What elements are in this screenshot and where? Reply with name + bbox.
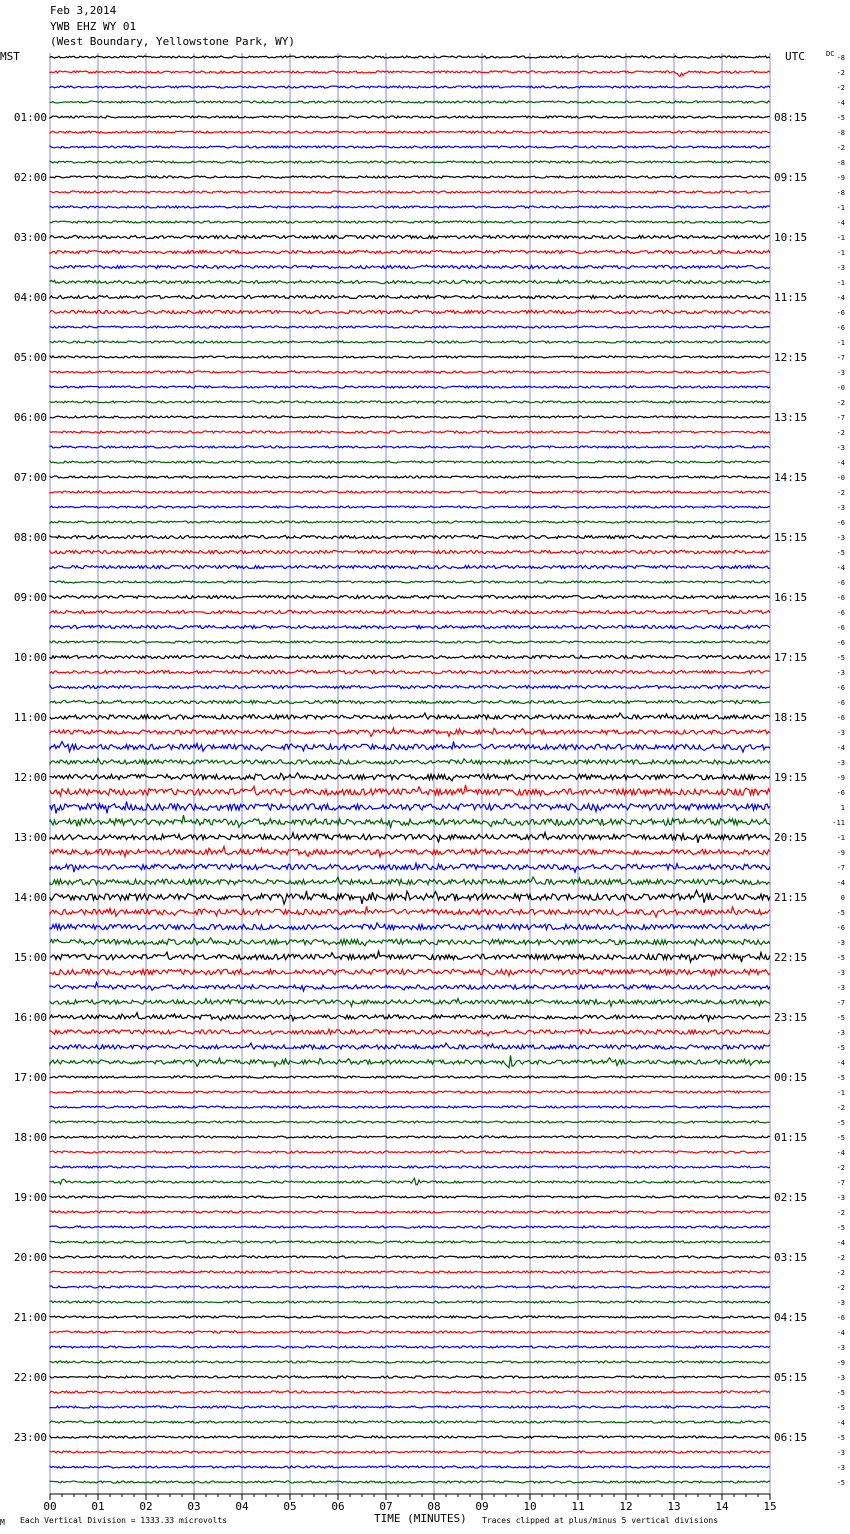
seismic-trace [50,728,770,736]
dc-offset-label: -4 [836,99,845,107]
dc-offset-label: -2 [836,489,845,497]
seismic-trace [50,371,770,373]
dc-offset-label: -3 [836,369,845,377]
dc-offset-label: -3 [836,504,845,512]
dc-offset-label: -4 [836,294,845,302]
seismic-trace [50,1361,770,1363]
seismic-trace [50,802,770,814]
seismic-trace [50,250,770,253]
x-tick-label: 14 [715,1500,729,1513]
seismic-trace [50,1043,770,1049]
dc-offset-label: -9 [836,1359,845,1367]
dc-offset-label: -4 [836,744,845,752]
seismic-trace [50,221,770,223]
utc-hour-label: 01:15 [774,1131,808,1144]
dc-offset-label: -5 [836,654,845,662]
dc-offset-label: -5 [836,1119,845,1127]
utc-hour-label: 02:15 [774,1191,808,1204]
seismic-trace [50,431,770,433]
dc-offset-label: -3 [836,984,845,992]
seismic-trace [50,176,770,178]
x-tick-label: 08 [427,1500,441,1513]
seismic-trace [50,1331,770,1333]
dc-offset-label: -0 [836,474,845,482]
seismic-trace [50,476,770,478]
seismic-trace [50,1211,770,1213]
x-tick-label: 07 [379,1500,393,1513]
dc-offset-label: -5 [836,1014,845,1022]
header-location: (West Boundary, Yellowstone Park, WY) [50,35,296,48]
seismic-trace [50,1421,770,1423]
x-axis-label: TIME (MINUTES) [374,1512,467,1525]
dc-offset-label: -1 [836,279,845,287]
dc-offset-label: -5 [836,909,845,917]
mst-hour-label: 17:00 [13,1071,47,1084]
seismic-trace [50,1151,770,1153]
seismic-trace [50,86,770,88]
utc-hour-label: 21:15 [774,891,808,904]
dc-offset-label: -2 [836,69,845,77]
seismic-trace [50,610,770,613]
dc-offset-label: -3 [836,669,845,677]
seismic-trace [50,1376,770,1378]
utc-hour-label: 19:15 [774,771,808,784]
dc-offset-label: -2 [836,1269,845,1277]
mst-hour-label: 08:00 [13,531,47,544]
dc-offset-label: -6 [836,624,845,632]
utc-hour-label: 18:15 [774,711,808,724]
seismic-trace [50,1466,770,1468]
dc-offset-label: -1 [836,204,845,212]
dc-offset-label: -4 [836,879,845,887]
seismic-trace [50,416,770,418]
seismic-trace [50,832,770,842]
utc-hour-label: 15:15 [774,531,808,544]
seismic-trace [50,326,770,328]
seismic-trace [50,506,770,508]
mst-hour-label: 10:00 [13,651,47,664]
dc-offset-label: -5 [836,1134,845,1142]
dc-offset-label: -6 [836,924,845,932]
mst-hour-label: 09:00 [13,591,47,604]
utc-hour-label: 09:15 [774,171,808,184]
dc-offset-label: -8 [836,189,845,197]
utc-hour-label: 13:15 [774,411,808,424]
mst-hour-label: 16:00 [13,1011,47,1024]
seismic-trace [50,641,770,643]
dc-offset-label: -3 [836,1344,845,1352]
mst-hour-label: 22:00 [13,1371,47,1384]
dc-offset-label: -2 [836,144,845,152]
dc-offset-label: -3 [836,1194,845,1202]
seismic-trace [50,1106,770,1108]
seismic-trace [50,206,770,208]
mst-hour-label: 02:00 [13,171,47,184]
x-tick-label: 10 [523,1500,537,1513]
seismic-trace [50,846,770,856]
seismic-trace [50,1091,770,1093]
mst-hour-label: 06:00 [13,411,47,424]
dc-offset-label: -8 [836,54,845,62]
utc-hour-label: 00:15 [774,1071,808,1084]
dc-offset-label: -4 [836,564,845,572]
seismic-trace [50,1013,770,1021]
dc-offset-label: -3 [836,969,845,977]
dc-offset-label: -3 [836,1464,845,1472]
dc-offset-label: -3 [836,264,845,272]
seismic-trace [50,491,770,493]
seismic-trace [50,1196,770,1198]
dc-offset-label: -4 [836,219,845,227]
seismic-trace [50,785,770,796]
mst-hour-label: 19:00 [13,1191,47,1204]
dc-offset-label: -4 [836,1239,845,1247]
dc-offset-label: -6 [836,594,845,602]
x-tick-label: 12 [619,1500,633,1513]
dc-header-label: DC [826,50,835,58]
seismic-trace [50,713,770,719]
seismic-trace [50,265,770,268]
seismic-trace [50,550,770,553]
mst-hour-label: 15:00 [13,951,47,964]
seismic-trace [50,670,770,673]
dc-offset-label: -5 [836,1044,845,1052]
seismic-trace [50,116,770,118]
x-tick-label: 04 [235,1500,249,1513]
dc-offset-label: -3 [836,759,845,767]
utc-hour-label: 20:15 [774,831,808,844]
dc-offset-label: 1 [840,804,845,812]
dc-offset-label: -3 [836,534,845,542]
dc-offset-label: -2 [836,429,845,437]
seismic-trace [50,685,770,688]
seismic-trace [50,1451,770,1453]
dc-offset-label: -6 [836,324,845,332]
seismic-trace [50,191,770,193]
dc-offset-label: -2 [836,1284,845,1292]
seismic-trace [50,815,770,828]
mst-hour-label: 14:00 [13,891,47,904]
seismic-trace [50,938,770,946]
x-tick-label: 00 [43,1500,57,1513]
seismic-trace [50,1166,770,1168]
seismic-trace [50,1481,770,1483]
seismic-trace [50,461,770,463]
dc-offset-label: -3 [836,939,845,947]
dc-offset-label: -3 [836,1374,845,1382]
dc-offset-label: -4 [836,1329,845,1337]
dc-offset-label: -5 [836,1434,845,1442]
seismic-trace [50,310,770,313]
x-tick-label: 01 [91,1500,105,1513]
dc-offset-label: -5 [836,1224,845,1232]
header-date: Feb 3,2014 [50,4,117,17]
dc-offset-label: -6 [836,609,845,617]
dc-offset-label: -5 [836,114,845,122]
dc-offset-label: -3 [836,729,845,737]
x-tick-label: 09 [475,1500,489,1513]
utc-hour-label: 12:15 [774,351,808,364]
dc-offset-label: -1 [836,339,845,347]
seismic-trace [50,1406,770,1408]
seismic-trace [50,1055,770,1067]
dc-offset-label: -7 [836,414,845,422]
mst-hour-label: 18:00 [13,1131,47,1144]
dc-offset-label: -5 [836,1389,845,1397]
seismic-trace [50,146,770,148]
seismic-trace [50,758,770,764]
seismic-trace [50,773,770,781]
mst-hour-label: 21:00 [13,1311,47,1324]
seismic-trace [50,1136,770,1138]
dc-offset-label: -2 [836,84,845,92]
utc-hour-label: 05:15 [774,1371,808,1384]
seismic-trace [50,131,770,133]
seismic-trace [50,1301,770,1303]
dc-offset-label: -3 [836,1029,845,1037]
seismic-trace [50,1346,770,1348]
dc-offset-label: -6 [836,699,845,707]
seismic-trace [50,1226,770,1228]
dc-offset-label: -4 [836,1059,845,1067]
dc-offset-label: -3 [836,1299,845,1307]
dc-offset-label: -11 [832,819,845,827]
dc-offset-label: -6 [836,639,845,647]
dc-offset-label: -1 [836,234,845,242]
seismic-trace [50,1286,770,1288]
seismic-trace [50,863,770,872]
dc-offset-label: -2 [836,1209,845,1217]
seismic-trace [50,1391,770,1393]
dc-offset-label: -7 [836,864,845,872]
mst-hour-label: 11:00 [13,711,47,724]
seismic-trace [50,1316,770,1318]
dc-offset-label: -6 [836,579,845,587]
seismic-trace [50,890,770,904]
seismic-trace [50,161,770,163]
utc-hour-label: 03:15 [774,1251,808,1264]
dc-offset-label: -2 [836,1254,845,1262]
utc-hour-label: 08:15 [774,111,808,124]
seismic-trace [50,983,770,991]
seismic-trace [50,1256,770,1258]
dc-offset-label: -9 [836,849,845,857]
utc-hour-label: 11:15 [774,291,808,304]
utc-hour-label: 06:15 [774,1431,808,1444]
seismic-trace [50,341,770,343]
dc-offset-label: -2 [836,399,845,407]
dc-offset-label: -4 [836,1149,845,1157]
seismic-trace [50,401,770,403]
dc-offset-label: -9 [836,174,845,182]
seismic-trace [50,235,770,238]
dc-offset-label: -6 [836,684,845,692]
seismic-trace [50,565,770,568]
seismic-trace [50,700,770,703]
dc-offset-label: -7 [836,354,845,362]
dc-offset-label: -1 [836,1089,845,1097]
dc-offset-label: -9 [836,774,845,782]
seismic-trace [50,1121,770,1123]
dc-offset-label: -8 [836,129,845,137]
seismic-trace [50,1436,770,1438]
x-tick-label: 05 [283,1500,297,1513]
clip-note: Traces clipped at plus/minus 5 vertical divisions [482,1516,719,1525]
dc-offset-label: -4 [836,459,845,467]
mst-hour-label: 12:00 [13,771,47,784]
seismic-trace [50,1076,770,1078]
seismic-trace [50,101,770,103]
utc-hour-label: 23:15 [774,1011,808,1024]
dc-offset-label: -4 [836,1419,845,1427]
dc-offset-label: -7 [836,999,845,1007]
seismic-trace [50,969,770,975]
mst-hour-label: 01:00 [13,111,47,124]
seismic-trace [50,295,770,298]
seismic-trace [50,581,770,583]
right-timezone-label: UTC [785,50,805,63]
seismic-trace [50,356,770,358]
dc-offset-label: -6 [836,519,845,527]
seismic-trace [50,998,770,1006]
utc-hour-label: 22:15 [774,951,808,964]
dc-offset-label: -7 [836,1179,845,1187]
mst-hour-label: 23:00 [13,1431,47,1444]
x-tick-label: 02 [139,1500,153,1513]
dc-offset-label: -5 [836,549,845,557]
seismic-trace [50,625,770,628]
dc-offset-label: 0 [840,894,845,902]
seismic-trace [50,741,770,752]
utc-hour-label: 17:15 [774,651,808,664]
seismic-trace [50,595,770,598]
x-tick-label: 03 [187,1500,201,1513]
mst-hour-label: 03:00 [13,231,47,244]
utc-hour-label: 10:15 [774,231,808,244]
dc-offset-label: -5 [836,1479,845,1487]
utc-hour-label: 04:15 [774,1311,808,1324]
seismic-trace [50,280,770,283]
x-tick-label: 06 [331,1500,345,1513]
seismic-trace [50,71,770,77]
mst-hour-label: 04:00 [13,291,47,304]
mst-hour-label: 05:00 [13,351,47,364]
seismic-trace [50,655,770,658]
dc-offset-label: -3 [836,1449,845,1457]
dc-offset-label: -6 [836,714,845,722]
dc-offset-label: -6 [836,1314,845,1322]
seismic-trace [50,1271,770,1273]
x-tick-label: 13 [667,1500,681,1513]
seismic-trace [50,535,770,538]
seismic-trace [50,906,770,917]
seismic-trace [50,521,770,523]
dc-offset-label: -8 [836,159,845,167]
dc-offset-label: -0 [836,384,845,392]
seismic-trace [50,951,770,962]
dc-offset-label: -5 [836,1074,845,1082]
x-tick-label: 11 [571,1500,585,1513]
dc-offset-label: -1 [836,249,845,257]
header-station: YWB EHZ WY 01 [50,20,137,33]
mst-hour-label: 07:00 [13,471,47,484]
dc-offset-label: -1 [836,834,845,842]
dc-offset-label: -3 [836,444,845,452]
dc-offset-label: -6 [836,789,845,797]
x-tick-label: 15 [763,1500,777,1513]
left-timezone-label: MST [0,50,20,63]
corner-mark: M [0,1518,5,1527]
dc-offset-label: -2 [836,1164,845,1172]
dc-offset-label: -5 [836,954,845,962]
dc-offset-label: -6 [836,309,845,317]
scale-note: Each Vertical Division = 1333.33 microvolts [20,1516,228,1525]
seismic-trace [50,56,770,58]
dc-offset-label: -2 [836,1104,845,1112]
seismic-trace [50,386,770,388]
utc-hour-label: 16:15 [774,591,808,604]
mst-hour-label: 13:00 [13,831,47,844]
seismic-trace [50,1029,770,1036]
seismic-trace [50,1241,770,1243]
seismic-trace [50,877,770,885]
seismic-trace [50,446,770,448]
seismic-trace [50,923,770,930]
mst-hour-label: 20:00 [13,1251,47,1264]
utc-hour-label: 14:15 [774,471,808,484]
dc-offset-label: -5 [836,1404,845,1412]
seismic-trace [50,1178,770,1184]
